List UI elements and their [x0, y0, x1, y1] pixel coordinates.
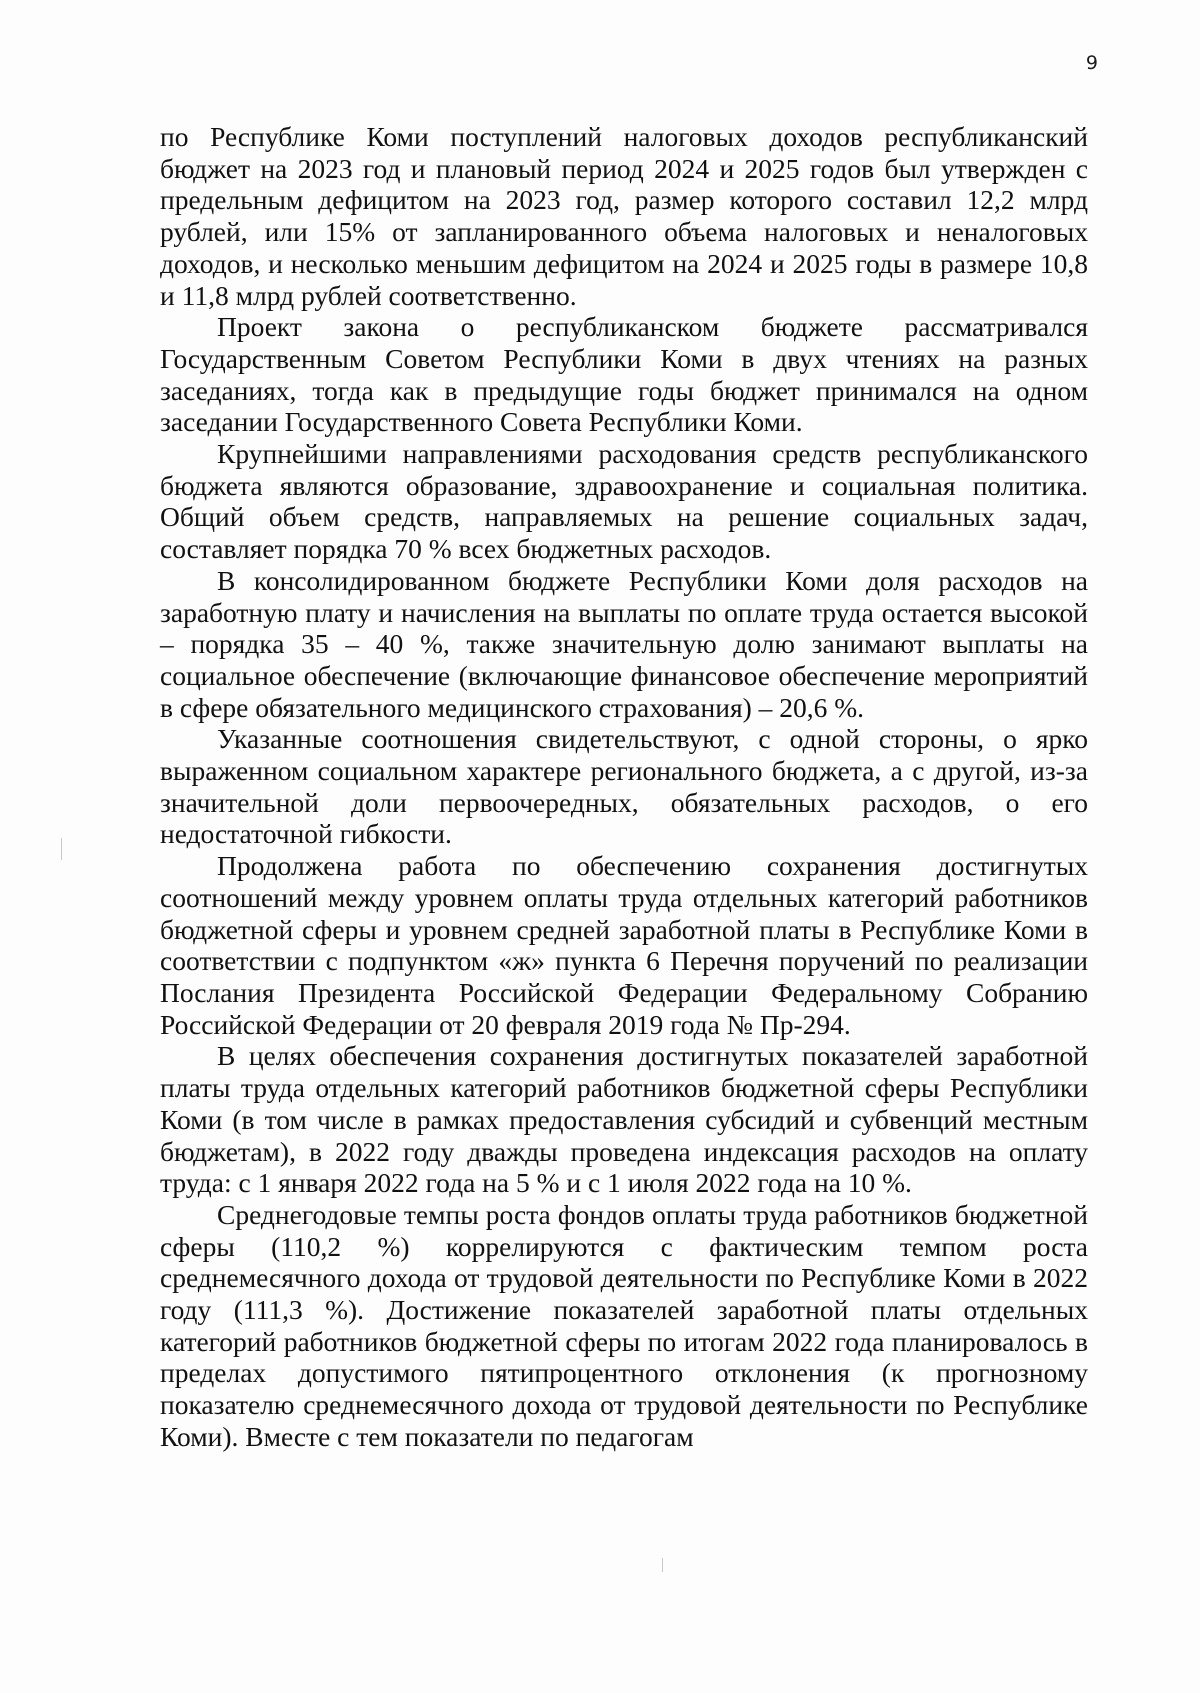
paragraph-spending-directions: Крупнейшими направлениями расходования средств республиканского бюджета являются образование, здравоохранение и социальная политика. Общий объем средств, направляемых на решение социальных задач, составляет порядка 70 % всех бюджетных расходов. — [160, 438, 1088, 565]
page-number: 9 — [1085, 52, 1098, 74]
body-text — [160, 121, 1088, 1453]
paragraph-ratios: Указанные соотношения свидетельствуют, с одной стороны, о ярко выраженном социальном характере регионального бюджета, а с другой, из-за значительной доли первоочередных, обязательных расходов, о его недостаточной гибкости. — [160, 723, 1088, 850]
paragraph-salary-ratios: Продолжена работа по обеспечению сохранения достигнутых соотношений между уровнем оплаты труда отдельных категорий работников бюджетной сферы и уровнем средней заработной платы в Республике Коми в соответствии с подпунктом «ж» пункта 6 Перечня поручений по реализации Послания Президента Российской Федерации Федеральному Собранию Российской Федерации от 20 февраля 2019 года № Пр-294. — [160, 850, 1088, 1040]
scan-speck — [61, 838, 62, 860]
paragraph-indexation: В целях обеспечения сохранения достигнутых показателей заработной платы труда отдельных категорий работников бюджетной сферы Республики Коми (в том числе в рамках предоставления субсидий и субвенций местным бюджетам), в 2022 году дважды проведена индексация расходов на оплату труда: с 1 января 2022 года на 5 % и с 1 июля 2022 года на 10 %. — [160, 1040, 1088, 1199]
paragraph-budget-law: Проект закона о республиканском бюджете рассматривался Государственным Советом Республики Коми в двух чтениях на разных заседаниях, тогда как в предыдущие годы бюджет принимался на одном заседании Государственного Совета Республики Коми. — [160, 311, 1088, 438]
scan-speck — [662, 1558, 663, 1572]
paragraph-continuation: по Республике Коми поступлений налоговых доходов республиканский бюджет на 2023 год и плановый период 2024 и 2025 годов был утвержден с предельным дефицитом на 2023 год, размер которого составил 12,2 млрд рублей, или 15% от запланированного объема налоговых и неналоговых доходов, и несколько меньшим дефицитом на 2024 и 2025 годы в размере 10,8 и 11,8 млрд рублей соответственно. — [160, 121, 1088, 311]
paragraph-growth-rates: Среднегодовые темпы роста фондов оплаты труда работников бюджетной сферы (110,2 %) коррелируются с фактическим темпом роста среднемесячного дохода от трудовой деятельности по Республике Коми в 2022 году (111,3 %). Достижение показателей заработной платы отдельных категорий работников бюджетной сферы по итогам 2022 года планировалось в пределах допустимого пятипроцентного отклонения (к прогнозному показателю среднемесячного дохода от трудовой деятельности по Республике Коми). Вместе с тем показатели по педагогам — [160, 1198, 1088, 1452]
paragraph-consolidated-budget: В консолидированном бюджете Республики Коми доля расходов на заработную плату и начисления на выплаты по оплате труда остается высокой – порядка 35 – 40 %, также значительную долю занимают выплаты на социальное обеспечение (включающие финансовое обеспечение мероприятий в сфере обязательного медицинского страхования) – 20,6 %. — [160, 564, 1088, 723]
